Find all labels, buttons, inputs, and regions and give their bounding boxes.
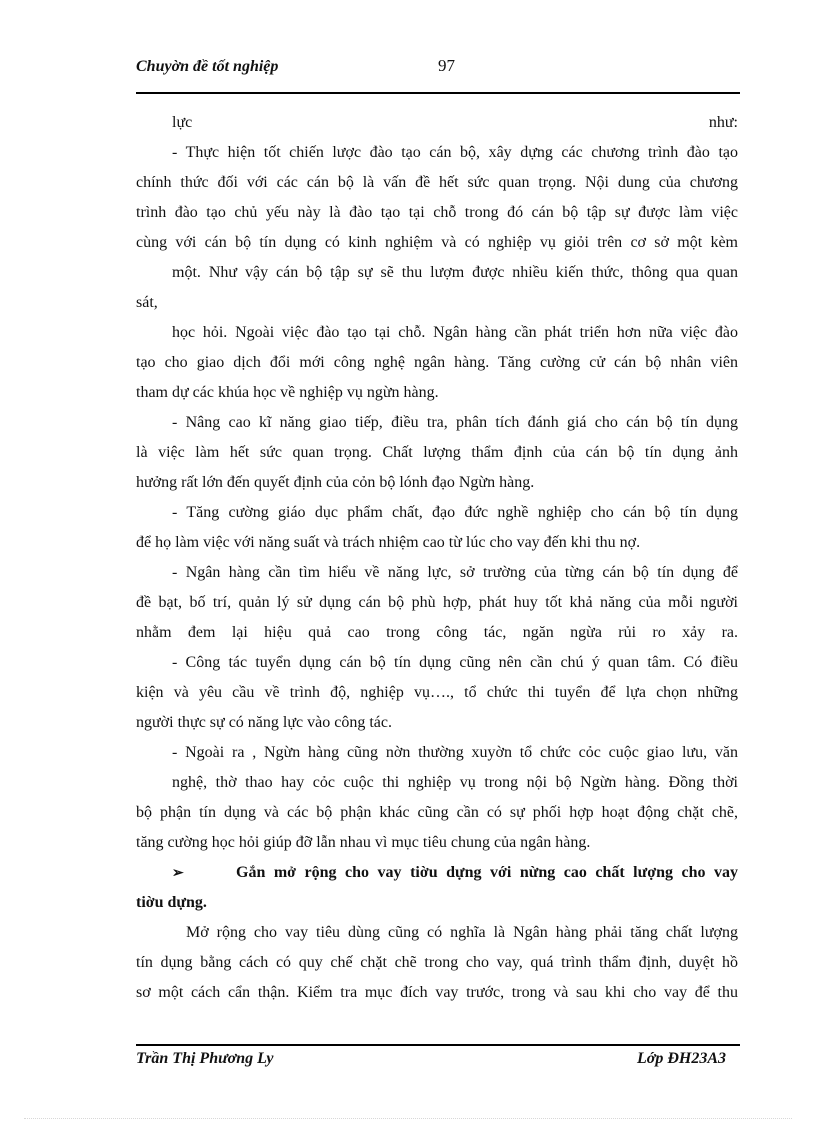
text-line: - Ngoài ra , Ngừn hàng cũng nờn thường xuyờn tổ chức cỏc cuộc giao lưu, văn [172,744,738,761]
text-line: nhằm đem lại hiệu quả cao trong công tác, ngăn ngừa rủi ro xảy ra. [136,624,738,641]
text-fragment: lực [172,114,193,131]
heading-continuation: tiờu dựng. [136,894,207,911]
body-text [136,108,738,1008]
text-line: chính thức đối với các cán bộ là vấn đề hết sức quan trọng. Nội dung của chương [136,174,738,191]
arrow-bullet-icon: ➢ [172,866,184,881]
text-line: - Công tác tuyển dụng cán bộ tín dụng cũng nên cần chú ý quan tâm. Có điều [172,654,738,671]
text-line: bộ phận tín dụng và các bộ phận khác cũng cần có sự phối hợp hoạt động chặt chẽ, [136,804,738,821]
page-number: 97 [438,56,455,75]
text-line: - Nâng cao kĩ năng giao tiếp, điều tra, phân tích đánh giá cho cán bộ tín dụng [172,414,738,431]
text-fragment: như: [708,114,738,131]
text-line: nghệ, thờ thao hay cỏc cuộc thi nghiệp vụ trong nội bộ Ngừn hàng. Đồng thời [172,774,738,791]
heading-text: Gắn mở rộng cho vay tiờu dựng với nừng cao chất lượng cho vay [236,864,738,881]
text-line: học hỏi. Ngoài việc đào tạo tại chỗ. Ngân hàng cần phát triển hơn nữa việc đào [172,324,738,341]
text-line: sát, [136,294,158,311]
text-line: - Ngân hàng cần tìm hiểu về năng lực, sở trường của từng cán bộ tín dụng để [172,564,738,581]
page-header [136,56,740,94]
text-line: để họ làm việc với năng suất và trách nhiệm cao từ lúc cho vay đến khi thu nợ. [136,534,641,551]
section-heading [136,858,738,888]
header-title: Chuyờn đề tốt nghiệp [136,58,279,75]
text-line: tín dụng bằng cách có quy chế chặt chẽ trong cho vay, quá trình thẩm định, duyệt hồ [136,954,738,971]
page-footer [136,1044,740,1074]
text-line: tăng cường học hỏi giúp đỡ lẫn nhau vì mục tiêu chung của ngân hàng. [136,834,591,851]
footer-class: Lớp ĐH23A3 [636,1050,726,1067]
footer-author: Trần Thị Phương Ly [136,1050,274,1067]
text-line: một. Như vậy cán bộ tập sự sẽ thu lượm được nhiều kiến thức, thông qua quan [172,264,738,281]
text-line: tham dự các khúa học về nghiệp vụ ngừn hàng. [136,384,439,401]
text-line: là việc làm hết sức quan trọng. Chất lượng thẩm định của cán bộ tín dụng ảnh [136,444,738,461]
text-line: Mở rộng cho vay tiêu dùng cũng có nghĩa là Ngân hàng phải tăng chất lượng [186,924,738,941]
text-line: sơ một cách cẩn thận. Kiểm tra mục đích vay trước, trong và sau khi cho vay để thu [136,984,738,1001]
text-line: trình đào tạo chủ yếu này là đào tạo tại chỗ trong đó cán bộ tập sự được làm việc [136,204,738,221]
text-line: người thực sự có năng lực vào công tác. [136,714,392,731]
text-line: cùng với cán bộ tín dụng có kinh nghiệm và có nghiệp vụ giỏi trên cơ sở một kèm [136,234,738,251]
text-line: kiện và yêu cầu về trình độ, nghiệp vụ…., tổ chức thi tuyển để lựa chọn những [136,684,738,701]
text-line: - Tăng cường giáo dục phẩm chất, đạo đức nghề nghiệp cho cán bộ tín dụng [172,504,738,521]
text-line: - Thực hiện tốt chiến lược đào tạo cán bộ, xây dựng các chương trình đào tạo [172,144,738,161]
page-edge-divider [24,1118,792,1119]
text-line [136,108,738,138]
text-line: đề bạt, bố trí, quản lý sử dụng cán bộ phù hợp, phát huy tốt khả năng của mỗi người [136,594,738,611]
text-line: hưởng rất lớn đến quyết định của cỏn bộ lónh đạo Ngừn hàng. [136,474,535,491]
text-line: tạo cho giao dịch đổi mới công nghệ ngân hàng. Tăng cường cử cán bộ nhân viên [136,354,738,371]
